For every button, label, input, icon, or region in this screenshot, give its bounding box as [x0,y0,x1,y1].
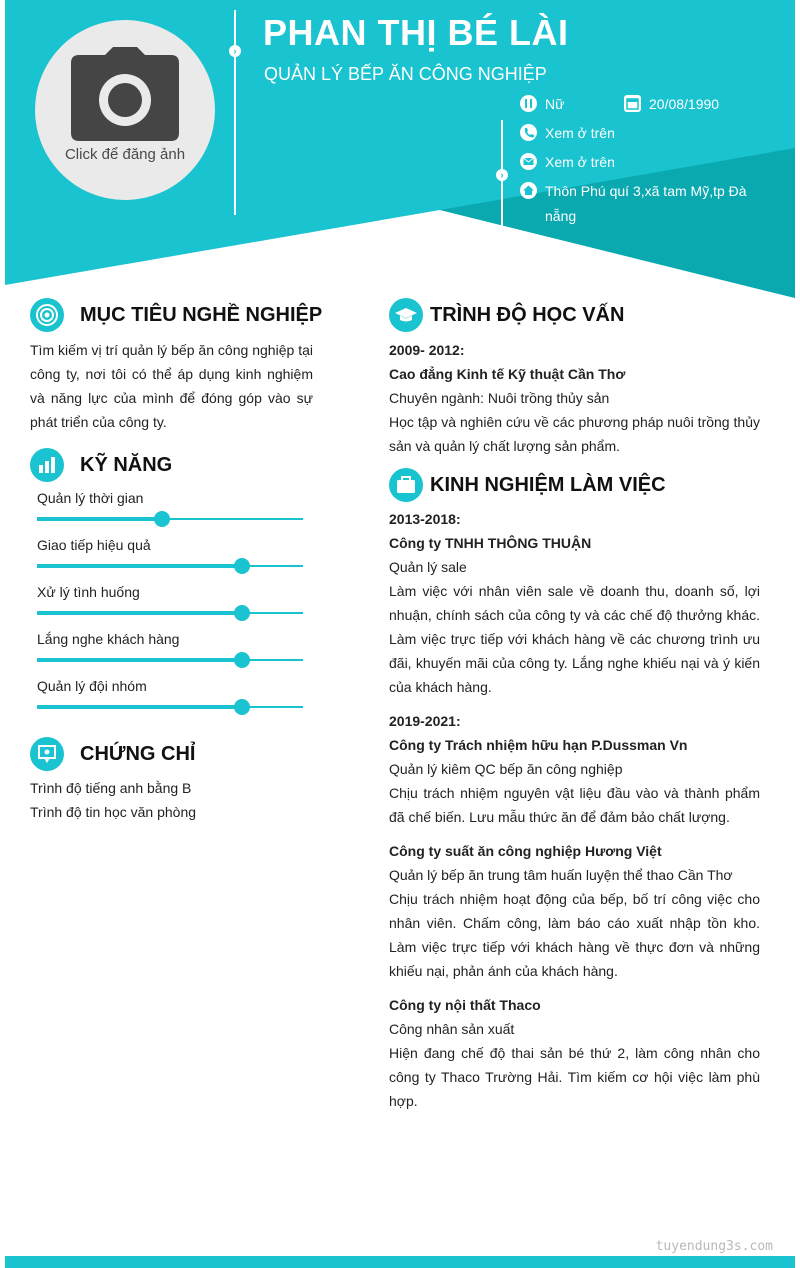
skill-level-knob [234,558,250,574]
skill-bar-fill [37,705,242,709]
education-period: 2009- 2012: [389,342,465,358]
skill-level-knob [234,699,250,715]
job-company: Công ty nội thất Thaco [389,997,541,1013]
job-company: Công ty suất ăn công nghiệp Hương Việt [389,843,662,859]
skill-bar [37,612,303,614]
job-period: 2013-2018: [389,511,461,527]
job-description: Hiện đang chế độ thai sản bé thứ 2, làm công nhân cho công ty Thaco Trường Hải. Tìm kiếm cơ hội việc làm phù hợp. [389,1045,760,1109]
target-icon [30,298,64,332]
skills-title: KỸ NĂNG [80,454,173,476]
skill-bar-fill [37,564,242,568]
skill-bar-fill [37,611,242,615]
education-description: Học tập và nghiên cứu về các phương pháp nuôi trồng thủy sản và quản lý chất lượng sản phẩm. [389,414,760,454]
birthdate-value: 20/08/1990 [649,96,720,112]
email-value: Xem ở trên [545,154,615,170]
gender-icon [520,95,537,112]
experience-title: KINH NGHIỆM LÀM VIỆC [430,474,666,496]
objective-text: Tìm kiếm vị trí quản lý bếp ăn công nghiệp tại công ty, nơi tôi có thể áp dụng kinh nghiệm và năng lực của mình để đóng góp vào sự phát triển của công ty. [30,342,313,430]
home-icon [520,182,537,199]
skill-level-knob [234,652,250,668]
address-line-2: nẵng [545,208,577,224]
skill-bar [37,565,303,567]
skill-bar [37,518,303,520]
skill-label: Giao tiếp hiệu quả [37,537,151,553]
graduation-cap-icon [389,298,423,332]
header-divider [234,10,236,215]
calendar-icon [624,95,641,112]
certificates-title: CHỨNG CHỈ [80,743,196,765]
job-position: Quản lý kiêm QC bếp ăn công nghiệp [389,761,623,777]
certificate-icon [30,737,64,771]
certificate-item: Trình độ tin học văn phòng [30,804,197,820]
skill-label: Xử lý tình huống [37,584,140,600]
skill-level-knob [234,605,250,621]
skill-label: Quản lý đội nhóm [37,678,147,694]
address-line-1: Thôn Phú quí 3,xã tam Mỹ,tp Đà [545,183,747,199]
job-company: Công ty Trách nhiệm hữu hạn P.Dussman Vn [389,737,688,753]
avatar-upload[interactable] [35,20,215,200]
skill-bar [37,659,303,661]
camera-icon [71,47,179,141]
email-icon [520,153,537,170]
candidate-role: QUẢN LÝ BẾP ĂN CÔNG NGHIỆP [264,64,547,84]
job-company: Công ty TNHH THÔNG THUẬN [389,535,592,551]
phone-icon [520,124,537,141]
footer-bar [5,1256,795,1268]
education-title: TRÌNH ĐỘ HỌC VẤN [430,304,625,326]
chevron-right-icon: › [229,45,241,57]
certificate-item: Trình độ tiếng anh bằng B [30,780,192,796]
job-period: 2019-2021: [389,713,461,729]
skill-label: Lắng nghe khách hàng [37,631,180,647]
skill-bar [37,706,303,708]
briefcase-icon [389,468,423,502]
bar-chart-icon [30,448,64,482]
avatar-label: Click để đăng ảnh [64,146,186,163]
education-school: Cao đẳng Kinh tế Kỹ thuật Cần Thơ [389,366,626,382]
objective-title: MỤC TIÊU NGHỀ NGHIỆP [80,304,323,326]
job-position: Quản lý bếp ăn trung tâm huấn luyện thể thao Cần Thơ [389,867,733,883]
job-description: Chịu trách nhiệm nguyên vật liệu đầu vào và thành phẩm đã chế biến. Lưu mẫu thức ăn để đảm bảo chất lượng. [389,785,760,825]
skill-bar-fill [37,517,162,521]
job-position: Công nhân sản xuất [389,1021,515,1037]
gender-value: Nữ [545,96,565,112]
watermark: tuyendung3s.com [655,1239,773,1254]
job-position: Quản lý sale [389,559,467,575]
skill-label: Quản lý thời gian [37,490,144,506]
phone-value: Xem ở trên [545,125,615,141]
skill-level-knob [154,511,170,527]
candidate-name: PHAN THỊ BÉ LÀI [263,12,569,53]
skill-bar-fill [37,658,242,662]
job-description: Chịu trách nhiệm hoạt động của bếp, bố trí công việc cho nhân viên. Chấm công, làm báo cáo xuất nhập tồn kho. Làm việc trực tiếp với khách hàng về thực đơn và những khiếu nại, phản ánh của khách hàng. [389,891,760,979]
job-description: Làm việc với nhân viên sale về doanh thu, doanh số, lợi nhuận, chính sách của công ty và các chế độ thưởng khác. Làm việc trực tiếp với khách hàng về các chương trình ưu đãi, khuyến mãi của công ty. Lắng nghe khiếu nại và ý kiến của khách hàng. [389,583,760,695]
chevron-right-icon: › [496,169,508,181]
education-major: Chuyên ngành: Nuôi trồng thủy sản [389,390,610,406]
